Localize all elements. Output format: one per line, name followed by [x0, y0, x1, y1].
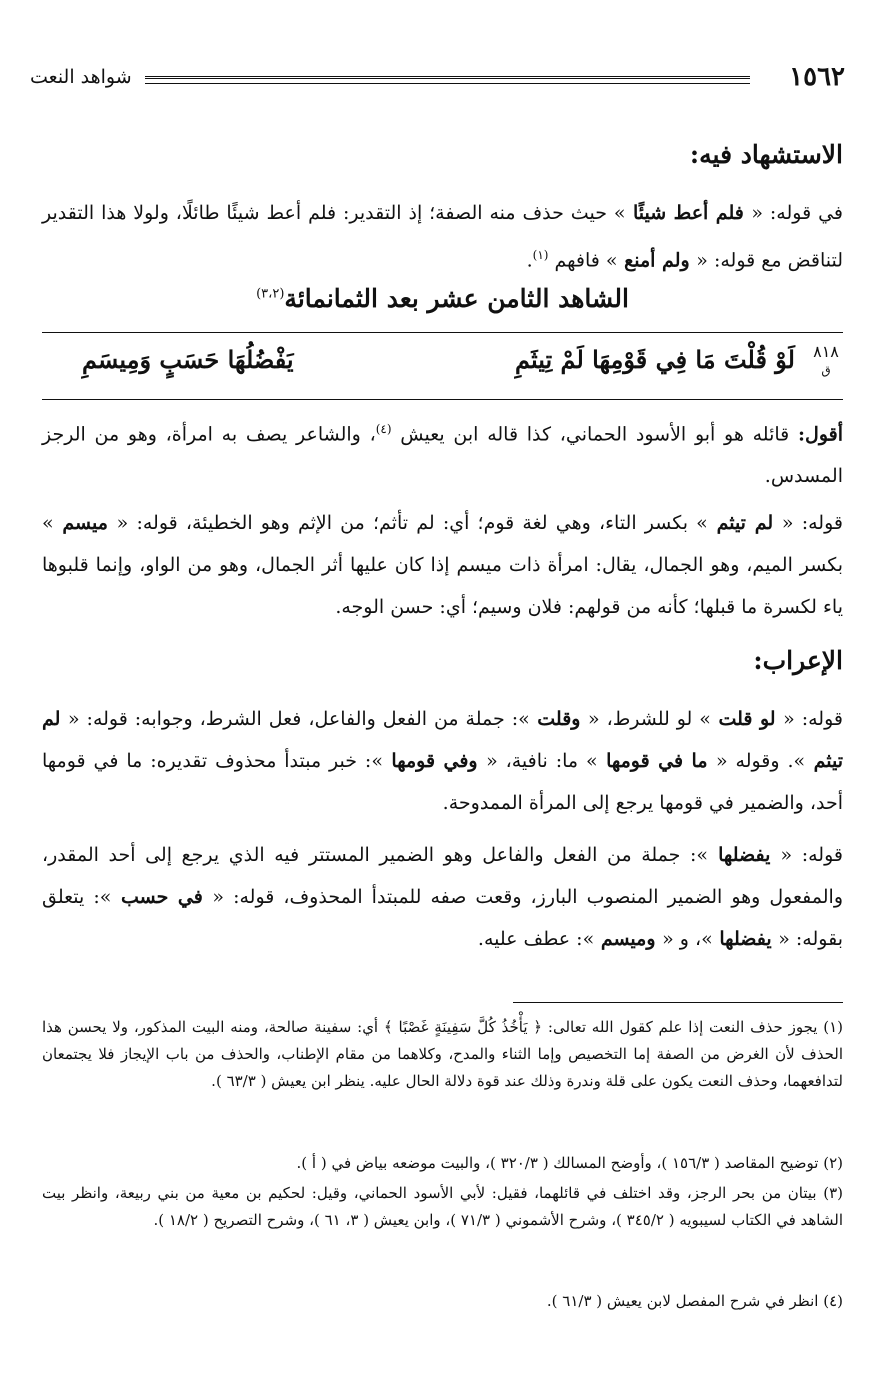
text-run: »، و « [662, 928, 713, 950]
irab-paragraph-2 [42, 834, 843, 960]
verse-hemistich-2: يَفْضُلُهَا حَسَبٍ وَمِيسَمِ [82, 345, 294, 374]
text-run: »: جملة من الفعل والفاعل، فعل الشرط، وجوابه: قوله: « [67, 708, 530, 730]
text-run: قوله: « [780, 844, 843, 866]
text-run: » فافهم [548, 249, 618, 272]
page-number: ١٥٦٢ [789, 62, 845, 92]
text-run: » بكسر الميم، وهو الجمال، يقال: امرأة ذات ميسم إذا كان عليها أثر الجمال، وهو من الواو، وإنما قلبوها ياء لكسرة ما قبلها؛ كأنه من قولهم: فلان وسيم؛ أي: حسن الوجه. [42, 512, 843, 618]
section-title-istishhad: الاستشهاد فيه: [689, 140, 843, 169]
text-run: قوله: « [783, 708, 843, 730]
irab-paragraph-1 [42, 698, 843, 824]
text-run: في قوله: « [751, 202, 843, 224]
bold-quote: وفي قومها [382, 750, 487, 772]
verse-number [809, 343, 843, 379]
verse-box [42, 332, 843, 400]
text-run: » حيث حذف منه الصفة؛ إذ التقدير: فلم أعط شيئًا طائلًا، ولولا هذا التقدير لتناقض مع قوله: « [42, 202, 843, 272]
bold-quote: في حسب [111, 886, 213, 908]
text-run: » ما: نافية، « [486, 750, 598, 772]
commentary-paragraph-1 [42, 408, 843, 497]
section-title-irab: الإعراب: [753, 646, 843, 675]
text-run: قائله هو أبو الأسود الحماني، كذا قاله ابن يعيش [391, 423, 798, 446]
verse-number-suffix: ق [821, 363, 831, 377]
shahid-title [0, 284, 885, 313]
verse-number-value: ٨١٨ [813, 342, 839, 361]
bold-quote: ولم أمنع [617, 249, 697, 272]
footnote-1: (١) يجوز حذف النعت إذا علم كقول الله تعالى: ﴿ يَأْخُذُ كُلَّ سَفِينَةٍ غَصْبًا ﴾ أي: سفينة صالحة، ومنه البيت المذكور، ولا يحسن هذا الحذف لأن الغرض من الصفة إما التخصيص وإما الثناء والمدح، وكلاهما من مقام الإطناب، والحذف من باب الإيجاز فلا يجتمعان لتدافعهما، وحذف النعت يكون على قلة وندرة وذلك عند قوة دلالة الحال عليه. ينظر ابن يعيش ( ٦٣/٣ ). [42, 1018, 843, 1090]
istishhad-paragraph [42, 192, 843, 281]
commentary-paragraph-2 [42, 502, 843, 628]
text-run: »: جملة من الفعل والفاعل وهو الضمير المستتر فيه الذي يرجع إلى أحد المقدر، والمفعول وهو الضمير المنصوب البارز، وقعت صفه للمبتدأ المحذوف، قوله: « [42, 844, 843, 908]
bold-quote: ما في قومها [597, 750, 716, 772]
text-run: » بكسر التاء، وهي لغة قوم؛ أي: لم تأثم؛ من الإثم وهو الخطيئة، قوله: « [116, 512, 708, 534]
footnote-divider [513, 1002, 843, 1003]
footnote-ref: (١) [532, 248, 549, 262]
lead-word: أقول: [798, 423, 843, 446]
bold-quote: وقلت [529, 708, 588, 730]
bold-quote: فلم أعط شيئًا [625, 202, 752, 224]
text-run: »: عطف عليه. [477, 928, 595, 950]
bold-quote: يفضلها [712, 928, 779, 950]
page-header [30, 62, 845, 98]
text-run: ، والشاعر يصف به امرأة، وهو من الرجز المسدس. [42, 423, 843, 488]
text-run: »: يتعلق بقوله: « [42, 886, 843, 950]
text-run: »: خبر مبتدأ محذوف تقديره: ما في قومها أحد، والضمير في قومها يرجع إلى المرأة الممدوحة. [42, 750, 843, 814]
footnote-2: (٢) توضيح المقاصد ( ١٥٦/٣ )، وأوضح المسالك ( ٣٢٠/٣ )، والبيت موضعه بياض في ( أ ). [296, 1154, 843, 1172]
text-run: . [526, 249, 533, 272]
shahid-title-text: الشاهد الثامن عشر بعد الثمانمائة [284, 284, 629, 313]
bold-quote: لو قلت [710, 708, 784, 730]
verse-hemistich-1: لَوْ قُلْتَ مَا فِي قَوْمِهَا لَمْ تِيثَمِ [515, 345, 795, 374]
footnote-3: (٣) بيتان من بحر الرجز، وقد اختلف في قائلهما، فقيل: لأبي الأسود الحماني، وقيل: لحكيم بن معية من بني ربيعة، وانظر بيت الشاهد في الكتاب لسيبويه ( ٣٤٥/٢ )، وشرح الأشموني ( ٧١/٣ )، وابن يعيش ( ٣، ٦١ )، وشرح التصريح ( ١٨/٢ ). [42, 1184, 843, 1229]
bold-quote: وميسم [594, 928, 663, 950]
bold-quote: لم تيثم [42, 708, 844, 772]
shahid-footnote-refs: (٣،٢) [256, 286, 285, 302]
bold-quote: يفضلها [708, 844, 781, 866]
text-run: » لو للشرط، « [588, 708, 711, 730]
footnote-ref: (٤) [375, 422, 392, 436]
header-rule [145, 76, 750, 84]
bold-quote: ميسم [53, 512, 117, 534]
text-run: ». وقوله « [716, 750, 806, 772]
text-run: قوله: « [781, 512, 843, 534]
bold-quote: لم تيثم [707, 512, 782, 534]
footnote-4: (٤) انظر في شرح المفصل لابن يعيش ( ٦١/٣ ). [546, 1292, 843, 1310]
running-title: شواهد النعت [30, 66, 132, 88]
